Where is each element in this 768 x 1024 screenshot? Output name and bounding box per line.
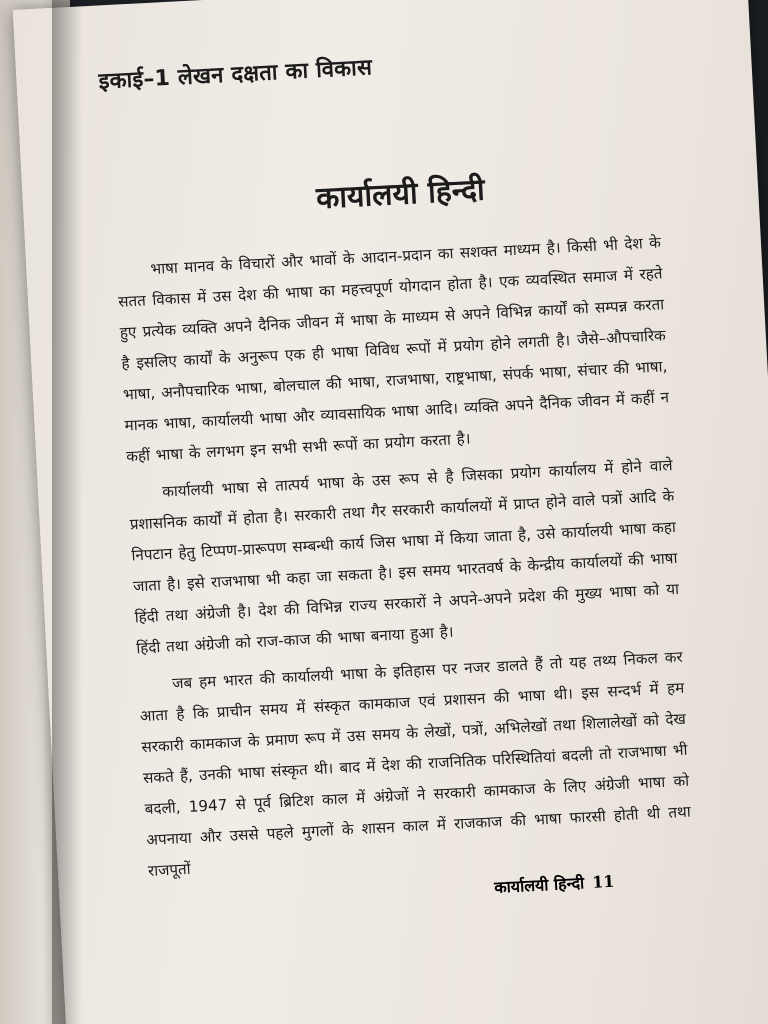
- page-content: [98, 37, 694, 893]
- book-page: [13, 0, 768, 1024]
- unit-heading: इकाई–1 लेखन दक्षता का विकास: [98, 55, 373, 95]
- paragraph-2: कार्यालयी भाषा से तात्पर्य भाषा के उस रूप से है जिसका प्रयोग कार्यालय में होने वाले प्रशासनिक कार्यों में होता है। सरकारी तथा गैर सरकारी कार्यालयों में प्राप्त होने वाले पत्रों आदि के निपटान हेतु टिप्पण-प्रारूपण सम्बन्धी कार्य जिस भाषा में किया जाता है, उसे कार्यालयी भाषा कहा जाता है। इसे राजभाषा भी कहा जा सकता है। इस समय भारतवर्ष के केन्द्रीय कार्यालयों की भाषा हिंदी तथा अंग्रेजी है। देश की विभिन्न राज्य सरकारों ने अपने-अपने प्रदेश की मुख्य भाषा को या हिंदी तथा अंग्रेजी को राज-काज की भाषा बनाया हुआ है।: [129, 456, 680, 658]
- paragraph-1: भाषा मानव के विचारों और भावों के आदान-प्रदान का सशक्त माध्यम है। किसी भी देश के सतत विकास में उस देश की भाषा का महत्त्वपूर्ण योगदान होता है। एक व्यवस्थित समाज में रहते हुए प्रत्येक व्यक्ति अपने दैनिक जीवन में भाषा के माध्यम से अपने विभिन्न कार्यों को सम्पन्न करता है इसलिए कार्यों के अनुरूप एक ही भाषा विविध रूपों में प्रयोग होने लगती है। जैसे–औपचारिक भाषा, अनौपचारिक भाषा, बोलचाल की भाषा, राजभाषा, राष्ट्रभाषा, संपर्क भाषा, संचार की भाषा, मानक भाषा, कार्यालयी भाषा और व्यावसायिक भाषा आदि। व्यक्ति अपने दैनिक जीवन में कहीं न कहीं भाषा के लगभग इन सभी सभी रूपों का प्रयोग करता है।: [117, 233, 670, 466]
- book-spine-shadow: [52, 0, 82, 1024]
- page-number: 11: [591, 871, 615, 892]
- footer-title: कार्यालयी हिन्दी: [493, 873, 585, 897]
- chapter-title: कार्यालयी हिन्दी: [315, 172, 486, 217]
- paragraph-3: जब हम भारत की कार्यालयी भाषा के इतिहास पर नजर डालते हैं तो यह तथ्य निकल कर आता है कि प्राचीन समय में संस्कृत कामकाज एवं प्रशासन की भाषा थी। इस सन्दर्भ में हम सरकारी कामकाज के प्रमाण रूप में उस समय के लेखों, पत्रों, अभिलेखों तथा शिलालेखों को देख सकते हैं, उनकी भाषा संस्कृत थी। बाद में देश की राजनितिक परिस्थितियां बदली तो राजभाषा भी बदली, 1947 से पूर्व ब्रिटिश काल में अंग्रेजों ने सरकारी कामकाज के लिए अंग्रेजी भाषा को अपनाया और उससे पहले मुगलों के शासन काल में राजकाज की भाषा फारसी होती थी तथा राजपूतों: [139, 647, 692, 881]
